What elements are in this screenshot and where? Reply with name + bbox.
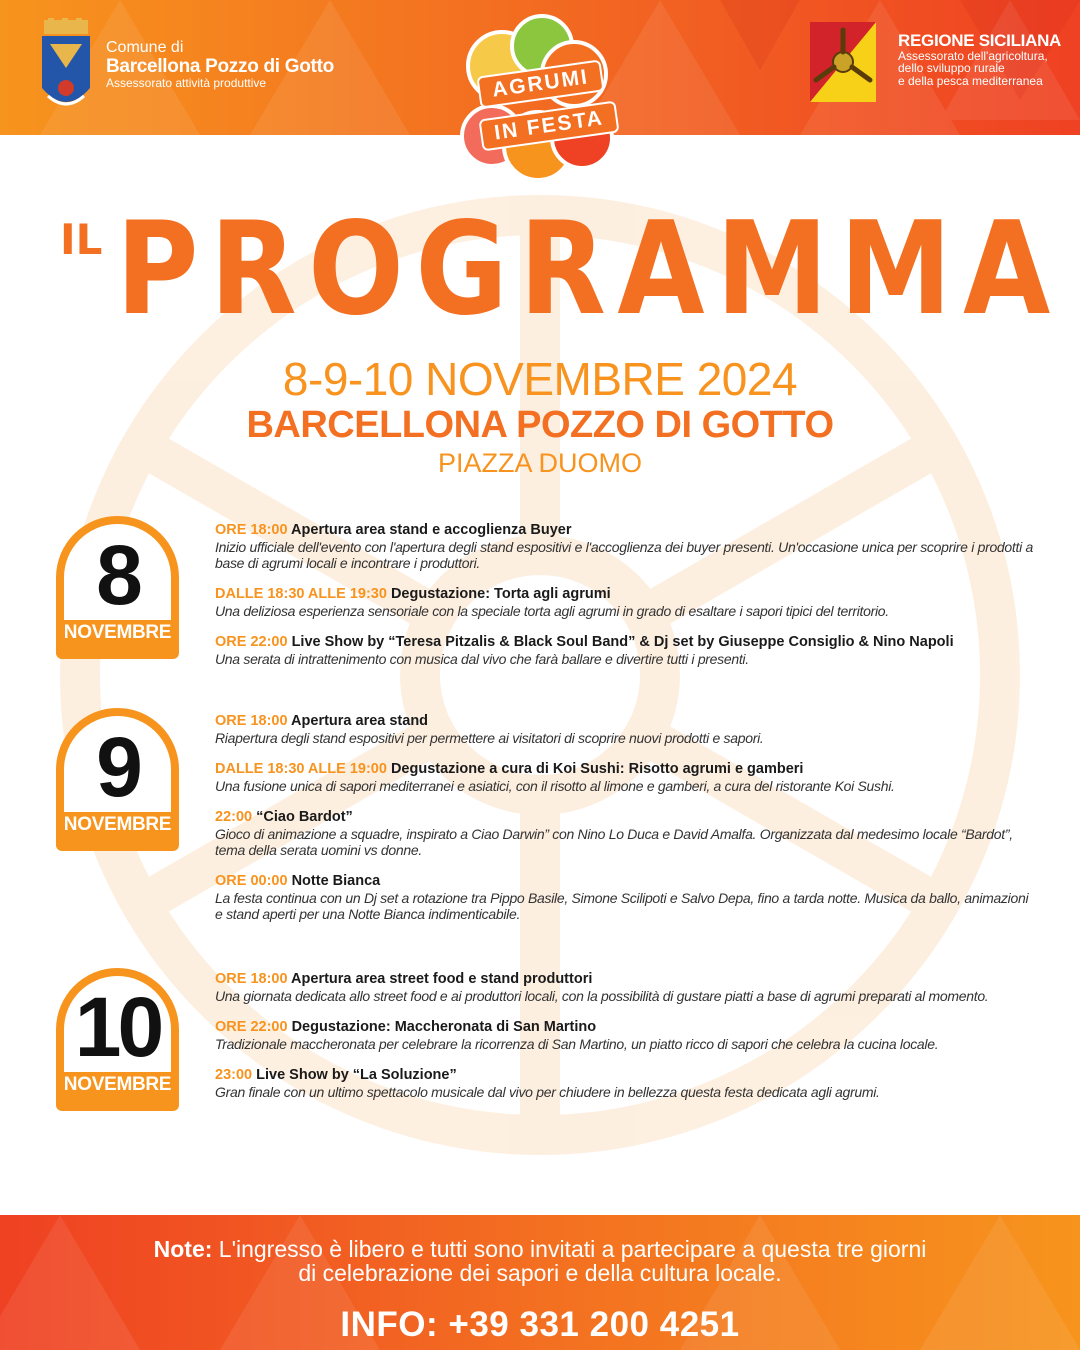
- day-number: 9: [96, 720, 139, 814]
- event-title: Degustazione: Torta agli agrumi: [390, 586, 611, 602]
- event-item: [215, 873, 1035, 922]
- footer-note: [0, 1237, 1080, 1285]
- day-number: 10: [74, 980, 161, 1074]
- regione-line-2: Assessorato dell'agricoltura,: [898, 48, 1048, 63]
- logo-word-agrumi: AGRUMI: [476, 59, 604, 108]
- event-time: ORE 00:00: [215, 873, 288, 889]
- event-title: Apertura area stand e accoglienza Buyer: [291, 522, 572, 538]
- regione-logo-block: [810, 22, 1061, 102]
- event-description: Una fusione unica di sapori mediterranei e asiatici, con il risotto al limone e gamberi, a cura del ristorante Koi Sushi.: [215, 778, 895, 794]
- event-title: Apertura area street food e stand produttori: [291, 971, 593, 987]
- day-number: 8: [96, 528, 139, 622]
- day-8-events: [215, 522, 1035, 682]
- event-time: ORE 18:00: [215, 971, 288, 987]
- note-label: Note:: [153, 1236, 213, 1262]
- event-title: Live Show by “La Soluzione”: [256, 1067, 457, 1083]
- event-item: [215, 522, 1035, 571]
- event-time: ORE 18:00: [215, 522, 288, 538]
- event-description: Tradizionale maccheronata per celebrare la ricorrenza di San Martino, un piatto ricco di sapori che celebra la cucina locale.: [215, 1036, 939, 1052]
- event-time: DALLE 18:30 ALLE 19:30: [215, 586, 387, 602]
- event-item: [215, 761, 1035, 794]
- event-place: PIAZZA DUOMO: [437, 448, 643, 478]
- event-item: [215, 713, 1035, 746]
- agrumi-in-festa-logo: [442, 6, 632, 186]
- event-item: [215, 971, 1035, 1004]
- logo-word-in-festa: IN FESTA: [478, 101, 619, 152]
- day-10-events: [215, 971, 1035, 1115]
- event-title: “Ciao Bardot”: [256, 809, 353, 825]
- event-description: Gioco di animazione a squadre, inspirato a Ciao Darwin” con Nino Lo Duca e David Amalfa. Organizzata dal medesimo locale “Bardot”, tema della serata uomini vs donne.: [215, 826, 1013, 858]
- comune-line-3: Assessorato attività produttive: [106, 75, 267, 90]
- regione-line-4: e della pesca mediterranea: [898, 74, 1043, 89]
- event-city: BARCELLONA POZZO DI GOTTO: [246, 404, 834, 446]
- title-prefix: IL: [60, 215, 103, 264]
- event-title: Notte Bianca: [291, 873, 381, 889]
- regione-line-1: REGIONE SICILIANA: [898, 31, 1062, 50]
- event-time: ORE 22:00: [215, 1019, 288, 1035]
- event-time: DALLE 18:30 ALLE 19:00: [215, 761, 387, 777]
- comune-line-2: Barcellona Pozzo di Gotto: [106, 55, 334, 77]
- event-item: [215, 586, 1035, 619]
- event-time: 23:00: [215, 1067, 253, 1083]
- event-description: Una serata di intrattenimento con musica dal vivo che farà ballare e divertire tutti i presenti.: [215, 651, 749, 667]
- event-time: ORE 18:00: [215, 713, 288, 729]
- day-9-events: [215, 713, 1035, 937]
- title-main: PROGRAMMA: [116, 195, 1063, 344]
- event-item: [215, 1067, 1035, 1100]
- event-description: La festa continua con un Dj set a rotazione tra Pippo Basile, Simone Scilipoti e Salvo Depa, fino a tarda notte. Musica da ballo, animazioni e stand aperti per una Notte Bianca indimenticabile.: [215, 890, 1029, 922]
- event-item: [215, 634, 1035, 667]
- note-text: L'ingresso è libero e tutti sono invitati a partecipare a questa tre giorni di celebrazione dei sapori e della cultura locale.: [212, 1236, 927, 1286]
- day-month: NOVEMBRE: [63, 622, 172, 643]
- event-description: Inizio ufficiale dell'evento con l'apertura degli stand espositivi e l'accoglienza dei buyer presenti. Un'occasione unica per scoprire i prodotti a base di agrumi locali e incontrare i produttori.: [215, 539, 1033, 571]
- event-description: Una deliziosa esperienza sensoriale con la speciale torta agli agrumi in grado di esaltare i sapori tipici del territorio.: [215, 603, 889, 619]
- comune-coat-of-arms-icon: [40, 18, 92, 116]
- comune-logo-block: [40, 18, 334, 116]
- event-description: Riapertura degli stand espositivi per permettere ai visitatori di scoprire nuovi prodotti e sapori.: [215, 730, 764, 746]
- event-item: [215, 809, 1035, 858]
- footer-bar: [0, 1215, 1080, 1350]
- day-badge-8: [56, 516, 179, 659]
- event-description: Gran finale con un ultimo spettacolo musicale dal vivo per chiudere in bellezza questa festa dedicata agli agrumi.: [215, 1084, 880, 1100]
- event-title: Live Show by “Teresa Pitzalis & Black Soul Band” & Dj set by Giuseppe Consiglio & Nino Napoli: [291, 634, 954, 650]
- event-dates: 8-9-10 NOVEMBRE 2024: [282, 353, 798, 405]
- event-item: [215, 1019, 1035, 1052]
- event-title: Apertura area stand: [291, 713, 429, 729]
- regione-line-3: dello sviluppo rurale: [898, 61, 1005, 76]
- trinacria-icon: [810, 22, 876, 102]
- comune-line-1: Comune di: [106, 39, 184, 56]
- page-title: [60, 195, 1063, 344]
- day-month: NOVEMBRE: [63, 814, 172, 835]
- event-title: Degustazione: Maccheronata di San Martino: [291, 1019, 597, 1035]
- event-title: Degustazione a cura di Koi Sushi: Risotto agrumi e gamberi: [390, 761, 804, 777]
- event-time: ORE 22:00: [215, 634, 288, 650]
- event-description: Una giornata dedicata allo street food e ai produttori locali, con la possibilità di gustare piatti a base di agrumi preparati al momento.: [215, 988, 989, 1004]
- day-month: NOVEMBRE: [63, 1074, 172, 1095]
- info-phone: INFO: +39 331 200 4251: [340, 1305, 740, 1344]
- day-badge-10: [56, 968, 179, 1111]
- day-badge-9: [56, 708, 179, 851]
- event-time: 22:00: [215, 809, 253, 825]
